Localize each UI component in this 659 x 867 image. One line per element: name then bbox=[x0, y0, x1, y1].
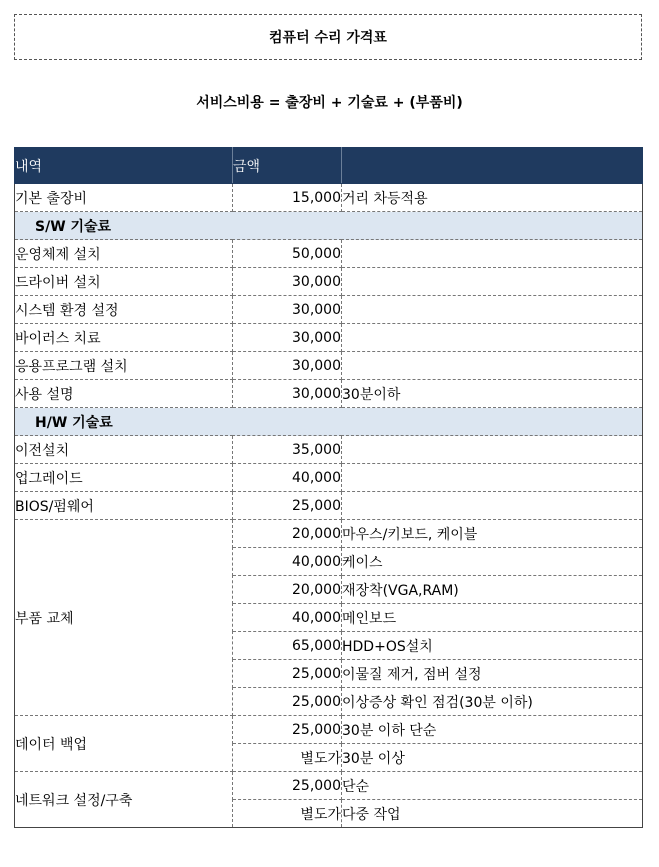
row-amount: 20,000 bbox=[233, 576, 342, 604]
row-amount: 20,000 bbox=[233, 520, 342, 548]
row-item: 이전설치 bbox=[15, 436, 233, 464]
row-note bbox=[342, 352, 643, 380]
row-note bbox=[342, 324, 643, 352]
row-note: 케이스 bbox=[342, 548, 643, 576]
row-note: 30분이하 bbox=[342, 380, 643, 408]
table-row bbox=[15, 492, 643, 520]
table-row bbox=[15, 716, 643, 744]
header-note bbox=[342, 148, 643, 184]
row-item: 운영체제 설치 bbox=[15, 240, 233, 268]
row-note bbox=[342, 492, 643, 520]
table-row bbox=[15, 296, 643, 324]
row-item-backup: 데이터 백업 bbox=[15, 716, 233, 772]
row-note bbox=[342, 296, 643, 324]
row-amount: 25,000 bbox=[233, 492, 342, 520]
row-amount: 35,000 bbox=[233, 436, 342, 464]
table-row bbox=[15, 268, 643, 296]
row-amount: 25,000 bbox=[233, 660, 342, 688]
row-note: 메인보드 bbox=[342, 604, 643, 632]
header-amount: 금액 bbox=[233, 148, 342, 184]
row-amount: 30,000 bbox=[233, 380, 342, 408]
row-amount: 40,000 bbox=[233, 548, 342, 576]
row-note: 30분 이상 bbox=[342, 744, 643, 772]
table-row bbox=[15, 324, 643, 352]
row-note: 마우스/키보드, 케이블 bbox=[342, 520, 643, 548]
row-amount: 65,000 bbox=[233, 632, 342, 660]
row-item: 드라이버 설치 bbox=[15, 268, 233, 296]
row-note bbox=[342, 464, 643, 492]
table-header-row bbox=[15, 148, 643, 184]
table-row bbox=[15, 240, 643, 268]
row-note: 이상증상 확인 점검(30분 이하) bbox=[342, 688, 643, 716]
table-row bbox=[15, 464, 643, 492]
table-row bbox=[15, 520, 643, 548]
row-note: 이물질 제거, 점버 설정 bbox=[342, 660, 643, 688]
row-item-network: 네트워크 설정/구축 bbox=[15, 772, 233, 828]
row-note: 다중 작업 bbox=[342, 800, 643, 828]
row-note: 단순 bbox=[342, 772, 643, 800]
table-row bbox=[15, 352, 643, 380]
section-label: H/W 기술료 bbox=[15, 408, 643, 436]
row-note bbox=[342, 240, 643, 268]
row-item: 사용 설명 bbox=[15, 380, 233, 408]
row-amount: 40,000 bbox=[233, 464, 342, 492]
row-item: BIOS/펌웨어 bbox=[15, 492, 233, 520]
cost-formula: 서비스비용 = 출장비 + 기술료 + (부품비) bbox=[196, 95, 463, 111]
row-amount: 30,000 bbox=[233, 324, 342, 352]
row-item: 바이러스 치료 bbox=[15, 324, 233, 352]
section-header-hw bbox=[15, 408, 643, 436]
page-title: 컴퓨터 수리 가격표 bbox=[14, 14, 642, 60]
row-amount: 별도가 bbox=[233, 800, 342, 828]
section-header-sw bbox=[15, 212, 643, 240]
row-amount: 40,000 bbox=[233, 604, 342, 632]
row-amount: 15,000 bbox=[233, 184, 342, 212]
row-note: 재장착(VGA,RAM) bbox=[342, 576, 643, 604]
row-amount: 30,000 bbox=[233, 268, 342, 296]
row-note: HDD+OS설치 bbox=[342, 632, 643, 660]
row-item: 시스템 환경 설정 bbox=[15, 296, 233, 324]
row-amount: 50,000 bbox=[233, 240, 342, 268]
row-amount: 30,000 bbox=[233, 352, 342, 380]
row-amount: 별도가 bbox=[233, 744, 342, 772]
table-row bbox=[15, 436, 643, 464]
section-label: S/W 기술료 bbox=[15, 212, 643, 240]
row-amount: 25,000 bbox=[233, 688, 342, 716]
row-note bbox=[342, 268, 643, 296]
header-item: 내역 bbox=[15, 148, 233, 184]
row-item: 업그레이드 bbox=[15, 464, 233, 492]
row-note: 30분 이하 단순 bbox=[342, 716, 643, 744]
row-item-parts: 부품 교체 bbox=[15, 520, 233, 716]
row-item: 응용프로그램 설치 bbox=[15, 352, 233, 380]
table-row bbox=[15, 184, 643, 212]
row-item: 기본 출장비 bbox=[15, 184, 233, 212]
row-note bbox=[342, 436, 643, 464]
row-amount: 25,000 bbox=[233, 716, 342, 744]
row-amount: 30,000 bbox=[233, 296, 342, 324]
price-table bbox=[14, 147, 643, 828]
row-note: 거리 차등적용 bbox=[342, 184, 643, 212]
table-row bbox=[15, 772, 643, 800]
row-amount: 25,000 bbox=[233, 772, 342, 800]
table-row bbox=[15, 380, 643, 408]
